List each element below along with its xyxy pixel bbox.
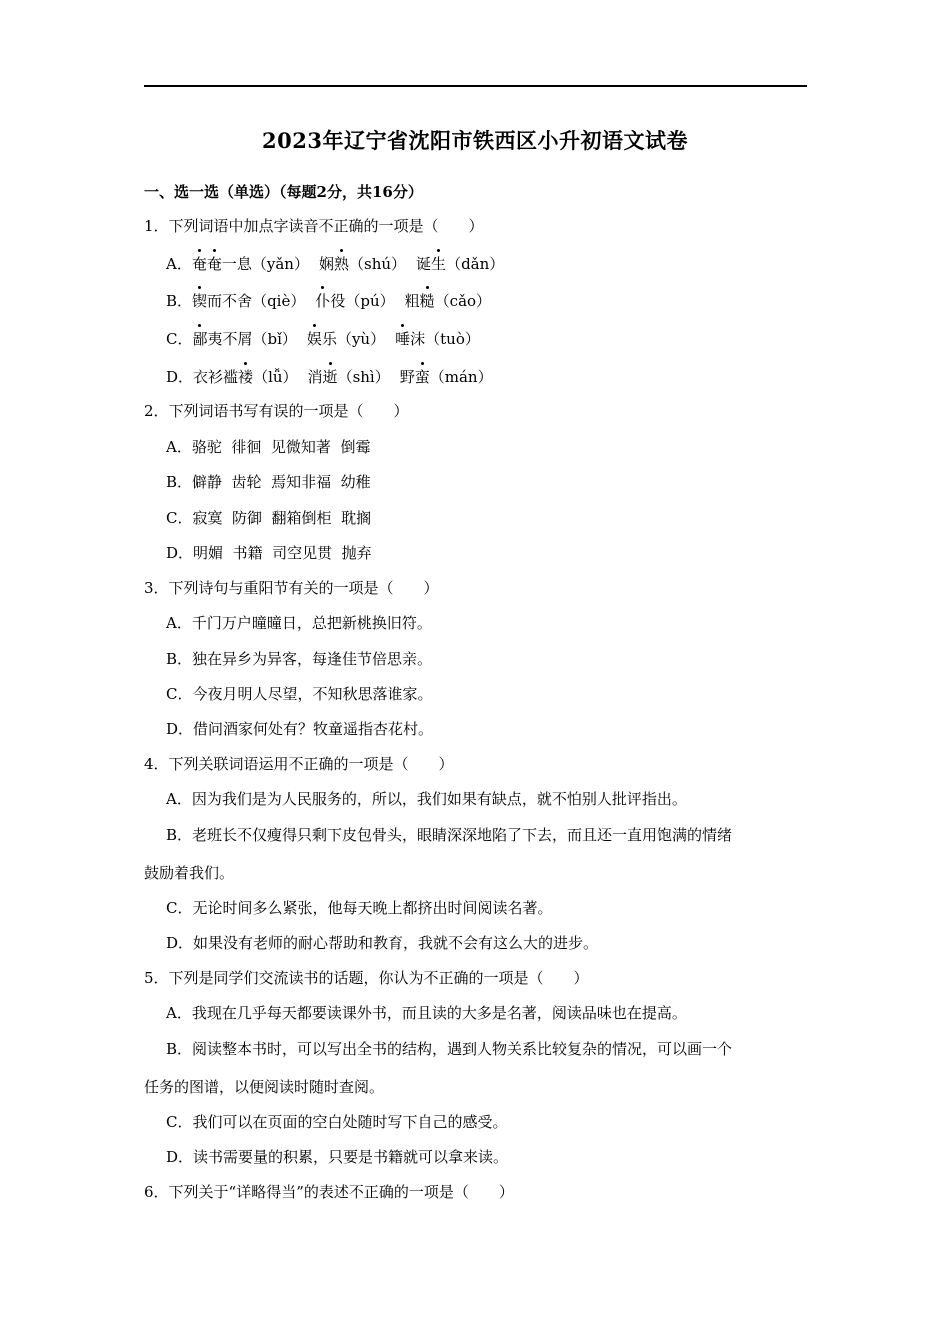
pinyin: （pú） [345, 292, 395, 310]
question-4-option-c[interactable]: C．无论时间多么紧张，他每天晚上都挤出时间阅读名著。 [166, 899, 553, 917]
option-label: C． [166, 330, 193, 348]
word-text: 娴 [318, 255, 334, 273]
pinyin: （yǎn） [251, 255, 309, 273]
dotted-char: 锲 [192, 292, 208, 310]
question-1-option-d[interactable] [166, 367, 493, 387]
option-label: A． [166, 255, 192, 273]
question-2-option-b[interactable]: B．僻静 齿轮 焉知非福 幼稚 [166, 473, 371, 491]
question-1-stem: 1．下列词语中加点字读音不正确的一项是（ ） [144, 217, 484, 235]
question-3-stem: 3．下列诗句与重阳节有关的一项是（ ） [144, 579, 439, 597]
word-text: 夷不屑 [207, 330, 253, 348]
option-label: D． [166, 368, 194, 386]
dotted-char: 仆 [315, 292, 331, 310]
dotted-char: 奄 [206, 255, 222, 273]
page-title: 2023年辽宁省沈阳市铁西区小升初语文试卷 [262, 128, 688, 153]
question-3-option-d[interactable]: D．借问酒家何处有？牧童遥指杏花村。 [166, 720, 434, 738]
question-2-option-a[interactable]: A．骆驼 徘徊 见微知著 倒霉 [166, 438, 371, 456]
pinyin: （yù） [336, 330, 386, 348]
dotted-char: 鄙 [192, 330, 208, 348]
question-1-option-b[interactable] [166, 291, 491, 311]
question-1-option-c[interactable] [166, 329, 480, 349]
dotted-char: 逝 [322, 368, 338, 386]
pinyin: （cǎo） [434, 292, 492, 310]
question-4-option-d[interactable]: D．如果没有老师的耐心帮助和教育，我就不会有这么大的进步。 [166, 934, 599, 952]
pinyin: （bǐ） [252, 330, 297, 348]
question-5-stem: 5．下列是同学们交流读书的话题，你认为不正确的一项是（ ） [144, 969, 589, 987]
question-5-option-b[interactable]: B．阅读整本书时，可以写出全书的结构，遇到人物关系比较复杂的情况，可以画一个 [166, 1040, 733, 1058]
question-5-option-a[interactable]: A．我现在几乎每天都要读课外书，而且读的大多是名著，阅读品味也在提高。 [166, 1004, 687, 1022]
word-text: 乐 [321, 330, 337, 348]
question-3-option-c[interactable]: C．今夜月明人尽望，不知秋思落谁家。 [166, 685, 433, 703]
question-3-option-a[interactable]: A．千门万户曈曈日，总把新桃换旧符。 [166, 614, 432, 632]
question-4-option-b[interactable]: B．老班长不仅瘦得只剩下皮包骨头，眼睛深深地陷了下去，而且还一直用饱满的情绪 [166, 826, 733, 844]
question-4-option-b-continued[interactable]: 鼓励着我们。 [144, 864, 235, 882]
dotted-char: 熟 [333, 255, 349, 273]
question-6-stem: 6．下列关于“详略得当”的表述不正确的一项是（ ） [144, 1183, 514, 1201]
word-text: 沫 [410, 330, 426, 348]
question-2-option-c[interactable]: C．寂寞 防御 翻箱倒柜 耽搁 [166, 509, 372, 527]
dotted-char: 蛮 [414, 368, 430, 386]
pinyin: （tuò） [425, 330, 480, 348]
question-2-option-d[interactable]: D．明媚 书籍 司空见贯 抛弃 [166, 544, 372, 562]
question-3-option-b[interactable]: B．独在异乡为异客，每逢佳节倍思亲。 [166, 650, 433, 668]
dotted-char: 糙 [419, 292, 435, 310]
word-text: 衣衫褴 [193, 368, 239, 386]
question-2-stem: 2．下列词语书写有误的一项是（ ） [144, 402, 409, 420]
option-label: B． [166, 292, 193, 310]
pinyin: （dǎn） [446, 255, 505, 273]
dotted-char: 娱 [306, 330, 322, 348]
pinyin: （mán） [429, 368, 493, 386]
header-rule [144, 85, 807, 87]
pinyin: （shú） [349, 255, 407, 273]
dotted-char: 奄 [191, 255, 207, 273]
question-5-option-c[interactable]: C．我们可以在页面的空白处随时写下自己的感受。 [166, 1113, 508, 1131]
word-text: 一息 [221, 255, 252, 273]
word-text: 野 [399, 368, 415, 386]
question-1-option-a[interactable] [166, 254, 504, 274]
pinyin: （lǚ） [253, 368, 298, 386]
word-text: 役 [330, 292, 346, 310]
dotted-char: 生 [431, 255, 447, 273]
dotted-char: 褛 [238, 368, 254, 386]
word-text: 而不舍 [207, 292, 253, 310]
word-text: 诞 [416, 255, 432, 273]
word-text: 粗 [404, 292, 420, 310]
pinyin: （qiè） [252, 292, 306, 310]
dotted-char: 唾 [395, 330, 411, 348]
pinyin: （shì） [337, 368, 390, 386]
question-4-stem: 4．下列关联词语运用不正确的一项是（ ） [144, 755, 454, 773]
word-text: 消 [307, 368, 323, 386]
question-4-option-a[interactable]: A．因为我们是为人民服务的，所以，我们如果有缺点，就不怕别人批评指出。 [166, 790, 687, 808]
section-heading: 一、选一选（单选）（每题2分，共16分） [144, 183, 423, 201]
question-5-option-d[interactable]: D．读书需要量的积累，只要是书籍就可以拿来读。 [166, 1148, 509, 1166]
question-5-option-b-continued[interactable]: 任务的图谱，以便阅读时随时查阅。 [144, 1078, 385, 1096]
